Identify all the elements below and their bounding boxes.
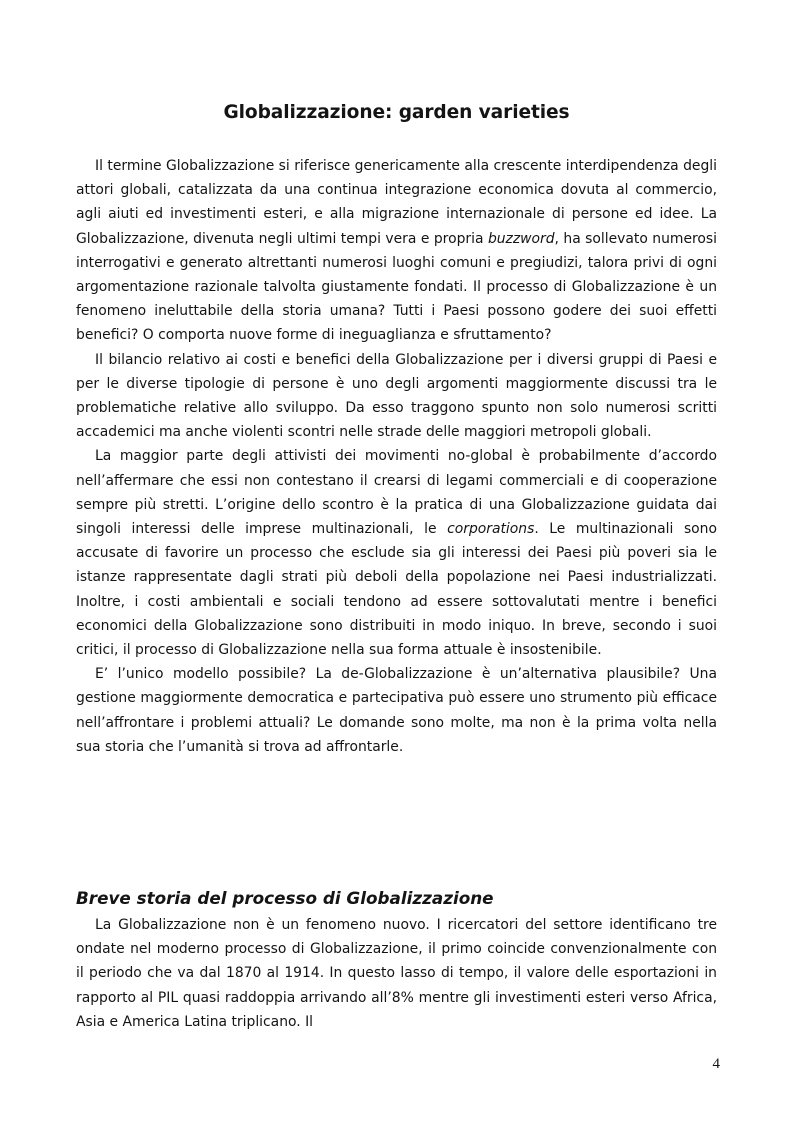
intro-body bbox=[76, 154, 717, 759]
paragraph-1-emphasis: buzzword bbox=[487, 230, 555, 247]
paragraph-1 bbox=[76, 154, 717, 348]
paragraph-1-text-start: Il termine Globalizzazione si riferisce genericamente alla crescente interdipendenza degli attori globali, catalizzata da una continua integrazione economica dovuta al commercio, agli aiuti ed investimenti esteri, e alla migrazione internazionale di persone ed idee. La Globalizzazione, divenuta negli ultimi tempi vera e propria bbox=[76, 158, 717, 247]
paragraph-1-text-end: , ha sollevato numerosi interrogativi e generato altrettanti numerosi luoghi comuni e pregiudizi, talora privi di ogni argomentazione razionale talvolta giustamente fondati. Il processo di Globalizzazione è un fenomeno ineluttabile della storia umana? Tutti i Paesi possono godere dei suoi effetti benefici? O comporta nuove forme di ineguaglianza e sfruttamento? bbox=[76, 230, 717, 344]
paragraph-3-text-end: . Le multinazionali sono accusate di favorire un processo che esclude sia gli interessi dei Paesi più poveri sia le istanze rappresentate dagli strati più deboli della popolazione nei Paesi industrializzati. Inoltre, i costi ambientali e sociali tendono ad essere sottovalutati mentre i benefici economici della Globalizzazione sono distribuiti in modo iniquo. In breve, secondo i suoi critici, il processo di Globalizzazione nella sua forma attuale è insostenibile. bbox=[76, 521, 717, 659]
paragraph-3-emphasis: corporations bbox=[447, 521, 535, 538]
section-body bbox=[76, 913, 717, 1034]
paragraph-3-text-start: La maggior parte degli attivisti dei movimenti no-global è probabilmente d’accordo nell’affermare che essi non contestano il crearsi di legami commerciali e di cooperazione sempre più stretti. L’origine dello scontro è la pratica di una Globalizzazione guidata dai singoli interessi delle imprese multinazionali, le bbox=[76, 448, 717, 538]
paragraph-2: Il bilancio relativo ai costi e benefici della Globalizzazione per i diversi gruppi di Paesi e per le diverse tipologie di persone è uno degli argomenti maggiormente discussi tra le problematiche relative allo sviluppo. Da esso traggono spunto non solo numerosi scritti accademici ma anche violenti scontri nelle strade delle maggiori metropoli globali. bbox=[76, 351, 717, 441]
paragraph-4: E’ l’unico modello possibile? La de-Globalizzazione è un’alternativa plausibile? Una gestione maggiormente democratica e partecipativa può essere uno strumento più efficace nell’affrontare i problemi attuali? Le domande sono molte, ma non è la prima volta nella sua storia che l’umanità si trova ad affrontarle. bbox=[76, 666, 717, 755]
paragraph-3 bbox=[76, 444, 717, 662]
section-heading: Breve storia del processo di Globalizzazione bbox=[76, 888, 494, 908]
page-title: Globalizzazione: garden varieties bbox=[223, 102, 570, 123]
page-number: 4 bbox=[712, 1056, 720, 1072]
section-paragraph: La Globalizzazione non è un fenomeno nuovo. I ricercatori del settore identificano tre ondate nel moderno processo di Globalizzazione, il primo coincide convenzionalmente con il periodo che va dal 1870 al 1914. In questo lasso di tempo, il valore delle esportazioni in rapporto al PIL quasi raddoppia arrivando all’8% mentre gli investimenti esteri verso Africa, Asia e America Latina triplicano. Il bbox=[76, 917, 717, 1030]
